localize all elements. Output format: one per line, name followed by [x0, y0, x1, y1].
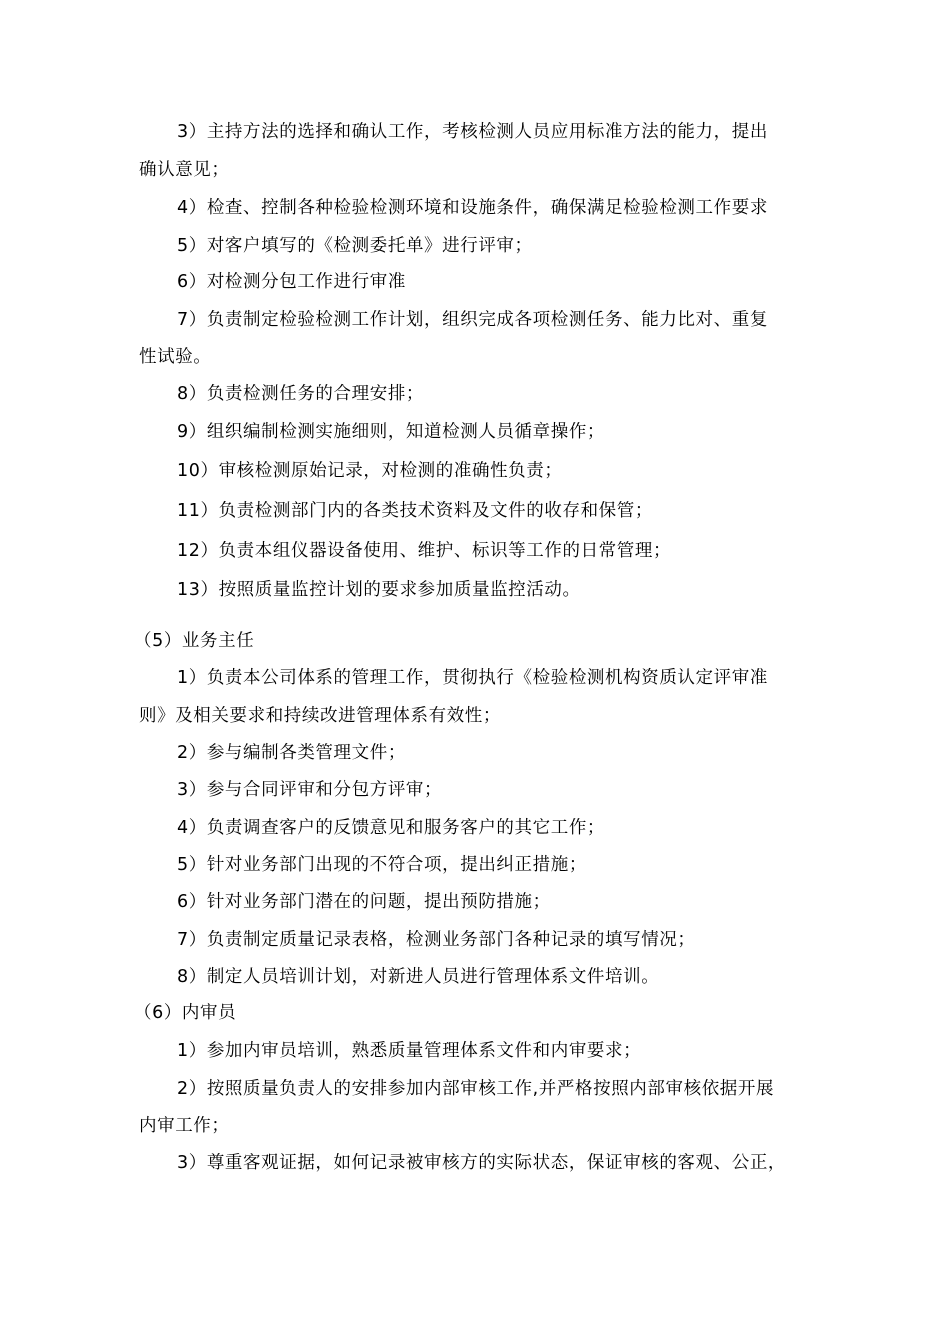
list-item: 7）负责制定检验检测工作计划，组织完成各项检测任务、能力比对、重复: [177, 310, 768, 330]
list-item: 12）负责本组仪器设备使用、维护、标识等工作的日常管理；: [177, 541, 672, 561]
section-heading: （6）内审员: [134, 1003, 237, 1023]
list-item: 6）针对业务部门潜在的问题，提出预防措施；: [177, 892, 551, 912]
list-item: 10）审核检测原始记录，对检测的准确性负责；: [177, 461, 563, 481]
list-item: 5）对客户填写的《检测委托单》进行评审；: [177, 236, 533, 256]
list-item: 8）负责检测任务的合理安排；: [177, 384, 425, 404]
list-item: 8）制定人员培训计划，对新进人员进行管理体系文件培训。: [177, 967, 660, 987]
list-item: 1）参加内审员培训，熟悉质量管理体系文件和内审要求；: [177, 1041, 642, 1061]
list-item: 3）尊重客观证据，如何记录被审核方的实际状态，保证审核的客观、公正，: [177, 1153, 787, 1173]
list-item: 4）负责调查客户的反馈意见和服务客户的其它工作；: [177, 818, 606, 838]
list-item: 1）负责本公司体系的管理工作，贯彻执行《检验检测机构资质认定评审准: [177, 668, 768, 688]
list-item: 6）对检测分包工作进行审准: [177, 272, 406, 292]
section-heading: （5）业务主任: [134, 631, 255, 651]
list-item: 5）针对业务部门出现的不符合项，提出纠正措施；: [177, 855, 587, 875]
list-item: 7）负责制定质量记录表格，检测业务部门各种记录的填写情况；: [177, 930, 696, 950]
list-item-continuation: 性试验。: [139, 347, 212, 367]
list-item-continuation: 内审工作；: [139, 1116, 230, 1136]
list-item: 4）检查、控制各种检验检测环境和设施条件，确保满足检验检测工作要求: [177, 198, 768, 218]
list-item-continuation: 则》及相关要求和持续改进管理体系有效性；: [139, 706, 501, 726]
list-item: 2）按照质量负责人的安排参加内部审核工作,并严格按照内部审核依据开展: [177, 1079, 775, 1099]
list-item: 3）主持方法的选择和确认工作，考核检测人员应用标准方法的能力，提出: [177, 122, 768, 142]
list-item: 11）负责检测部门内的各类技术资料及文件的收存和保管；: [177, 501, 653, 521]
list-item: 13）按照质量监控计划的要求参加质量监控活动。: [177, 580, 581, 600]
list-item-continuation: 确认意见；: [139, 160, 230, 180]
list-item: 9）组织编制检测实施细则，知道检测人员循章操作；: [177, 422, 606, 442]
list-item: 3）参与合同评审和分包方评审；: [177, 780, 443, 800]
list-item: 2）参与编制各类管理文件；: [177, 743, 406, 763]
